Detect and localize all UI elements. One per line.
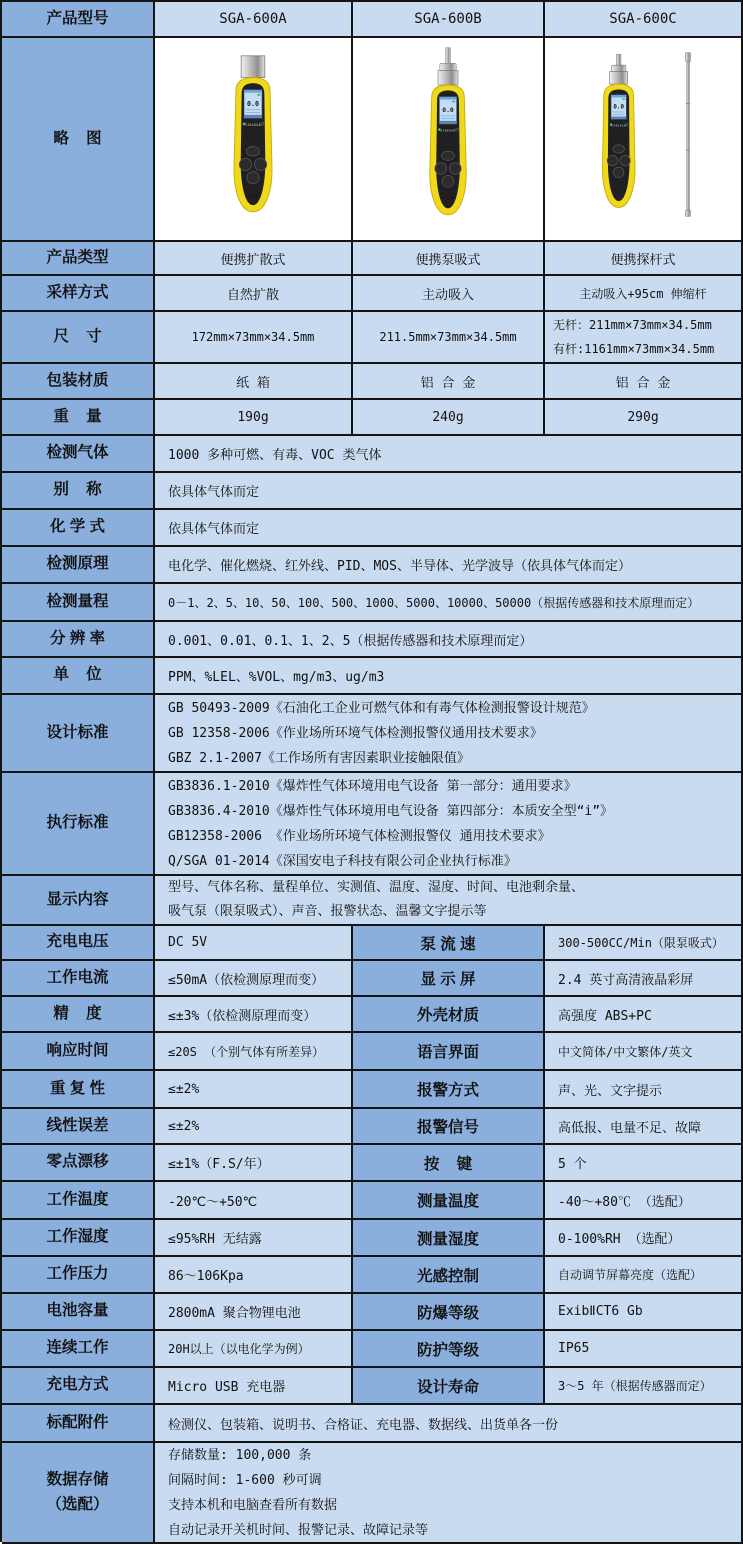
sensor-cap xyxy=(438,70,458,85)
value-accessories: 检测仪、包装箱、说明书、合格证、充电器、数据线、出货单各一份 xyxy=(155,1405,743,1443)
pole-joint xyxy=(686,150,690,151)
table-row-battery xyxy=(2,1294,743,1331)
value-working-humidity: ≤95%RH 无结露 xyxy=(155,1220,353,1257)
label-weight: 重 量 xyxy=(2,400,155,436)
data-storage-line: 支持本机和电脑查看所有数据 xyxy=(168,1497,338,1513)
exec-standard-line: GB12358-2006 《作业场所环境气体检测报警仪 通用技术要求》 xyxy=(168,828,551,844)
value-units: PPM、%LEL、%VOL、mg/m3、ug/m3 xyxy=(155,658,743,695)
value-weight-c: 290g xyxy=(545,400,743,436)
device-b-image xyxy=(398,46,498,232)
probe-collar xyxy=(612,65,626,71)
label-language: 语言界面 xyxy=(353,1033,545,1071)
screen-reading: 0.0 xyxy=(613,104,624,111)
device-a-image xyxy=(201,49,305,229)
value-exec-standards xyxy=(155,773,743,876)
label-protection-level: 防护等级 xyxy=(353,1331,545,1368)
pole-joint xyxy=(686,103,690,104)
screen-line xyxy=(441,118,455,119)
value-repeatability: ≤±2% xyxy=(155,1071,353,1109)
table-row-working-humidity xyxy=(2,1220,743,1257)
value-pump-flow: 300-500CC/Min（限泵吸式） xyxy=(545,926,743,961)
value-product-type-a: 便携扩散式 xyxy=(155,242,353,276)
enter-button xyxy=(613,167,623,177)
design-standard-line: GBZ 2.1-2007《工作场所有害因素职业接触限值》 xyxy=(168,750,470,766)
label-design-standards: 设计标准 xyxy=(2,695,155,773)
label-continuous-work: 连续工作 xyxy=(2,1331,155,1368)
screen-status-bar xyxy=(439,121,456,124)
value-gases: 1000 多种可燃、有毒、VOC 类气体 xyxy=(155,436,743,473)
label-design-life: 设计寿命 xyxy=(353,1368,545,1405)
table-row-continuous-work xyxy=(2,1331,743,1368)
cell-device-b-image xyxy=(353,38,545,242)
table-row-display-content xyxy=(2,876,743,926)
label-alias: 别 称 xyxy=(2,473,155,510)
screen-line xyxy=(246,112,260,113)
value-data-storage xyxy=(155,1443,743,1544)
enter-button xyxy=(442,175,454,187)
label-linearity: 线性误差 xyxy=(2,1109,155,1145)
probe-collar xyxy=(440,63,456,70)
value-resolution: 0.001、0.01、0.1、1、2、5（根据传感器和技术原理而定） xyxy=(155,622,743,658)
table-row-repeatability xyxy=(2,1071,743,1109)
value-accuracy: ≤±3%（依检测原理而变） xyxy=(155,997,353,1033)
right-button xyxy=(620,155,630,165)
speaker-hole xyxy=(248,195,250,197)
value-dimensions-b: 211.5mm×73mm×34.5mm xyxy=(353,312,545,364)
label-principle: 检测原理 xyxy=(2,547,155,584)
value-working-current: ≤50mA（依检测原理而变） xyxy=(155,961,353,997)
label-working-humidity: 工作湿度 xyxy=(2,1220,155,1257)
value-charge-voltage: DC 5V xyxy=(155,926,353,961)
right-button xyxy=(254,158,266,170)
table-row-data-storage xyxy=(2,1443,743,1544)
value-display-content xyxy=(155,876,743,926)
value-linearity: ≤±2% xyxy=(155,1109,353,1145)
table-row-gases xyxy=(2,436,743,473)
label-pump-flow: 泵 流 速 xyxy=(353,926,545,961)
value-formula: 依具体气体而定 xyxy=(155,510,743,547)
label-response-time: 响应时间 xyxy=(2,1033,155,1071)
menu-button xyxy=(613,145,624,153)
label-working-temp: 工作温度 xyxy=(2,1182,155,1220)
value-product-type-c: 便携探杆式 xyxy=(545,242,743,276)
battery-icon xyxy=(622,99,625,100)
value-range: 0－1、2、5、10、50、100、500、1000、5000、10000、50000（根据传感器和技术原理而定） xyxy=(155,584,743,622)
screen-reading: 0.0 xyxy=(247,99,259,108)
label-resolution: 分 辨 率 xyxy=(2,622,155,658)
value-dimensions-c xyxy=(545,312,743,364)
table-row-sampling xyxy=(2,276,743,312)
label-explosion-proof: 防爆等级 xyxy=(353,1294,545,1331)
left-button xyxy=(607,155,617,165)
table-row-zero-drift xyxy=(2,1145,743,1182)
value-design-standards xyxy=(155,695,743,773)
label-display-screen: 显 示 屏 xyxy=(353,961,545,997)
label-zero-drift: 零点漂移 xyxy=(2,1145,155,1182)
value-weight-b: 240g xyxy=(353,400,545,436)
value-principle: 电化学、催化燃烧、红外线、PID、MOS、半导体、光学波导（依具体气体而定） xyxy=(155,547,743,584)
screen-line xyxy=(613,114,625,115)
screen-line xyxy=(441,115,455,116)
table-row-accuracy xyxy=(2,997,743,1033)
label-repeatability: 重 复 性 xyxy=(2,1071,155,1109)
label-measure-humidity: 测量湿度 xyxy=(353,1220,545,1257)
value-model-b: SGA-600B xyxy=(353,2,545,38)
right-button xyxy=(449,163,461,175)
data-storage-line: 间隔时间: 1-600 秒可调 xyxy=(168,1472,322,1488)
value-measure-humidity: 0-100%RH （选配） xyxy=(545,1220,743,1257)
table-row-working-current xyxy=(2,961,743,997)
value-response-time: ≤20S （个别气体有所差异） xyxy=(155,1033,353,1071)
value-working-temp: -20℃～+50℃ xyxy=(155,1182,353,1220)
label-packaging: 包装材质 xyxy=(2,364,155,400)
label-accessories: 标配附件 xyxy=(2,1405,155,1443)
table-row-range xyxy=(2,584,743,622)
table-row-alias xyxy=(2,473,743,510)
label-battery: 电池容量 xyxy=(2,1294,155,1331)
value-packaging-c: 铝 合 金 xyxy=(545,364,743,400)
table-row-header xyxy=(2,2,743,38)
brand-text: SINGOAN xyxy=(611,124,626,128)
data-storage-line: 自动记录开关机时间、报警记录、故障记录等 xyxy=(168,1522,429,1538)
value-continuous-work: 20H以上（以电化学为例） xyxy=(155,1331,353,1368)
table-row-product-type xyxy=(2,242,743,276)
data-storage-line: 存储数量: 100,000 条 xyxy=(168,1447,312,1463)
label-dimensions: 尺 寸 xyxy=(2,312,155,364)
value-battery: 2800mA 聚合物锂电池 xyxy=(155,1294,353,1331)
exec-standard-line: GB3836.1-2010《爆炸性气体环境用电气设备 第一部分：通用要求》 xyxy=(168,778,577,794)
pole-base xyxy=(685,210,690,216)
exec-standard-line: GB3836.4-2010《爆炸性气体环境用电气设备 第四部分：本质安全型“i”》 xyxy=(168,803,614,819)
value-design-life: 3～5 年（根据传感器而定） xyxy=(545,1368,743,1405)
label-charging: 充电方式 xyxy=(2,1368,155,1405)
brand-text: SINGOAN xyxy=(244,122,262,127)
label-gases: 检测气体 xyxy=(2,436,155,473)
probe-tube xyxy=(446,48,451,63)
label-sketch: 略 图 xyxy=(2,38,155,242)
speaker-hole xyxy=(252,196,254,198)
table-row-dimensions xyxy=(2,312,743,364)
value-alarm-mode: 声、光、文字提示 xyxy=(545,1071,743,1109)
sensor-cap xyxy=(241,56,265,78)
value-weight-a: 190g xyxy=(155,400,353,436)
value-sampling-a: 自然扩散 xyxy=(155,276,353,312)
battery-icon xyxy=(257,94,260,96)
speaker-hole xyxy=(443,198,444,199)
label-light-control: 光感控制 xyxy=(353,1257,545,1294)
left-button xyxy=(239,158,251,170)
value-dimensions-c-line1: 无杆：211mm×73mm×34.5mm xyxy=(553,318,712,332)
value-sampling-c: 主动吸入+95cm 伸缩杆 xyxy=(545,276,743,312)
table-row-accessories xyxy=(2,1405,743,1443)
label-exec-standards: 执行标准 xyxy=(2,773,155,876)
screen-header-bar xyxy=(611,95,626,98)
value-working-pressure: 86～106Kpa xyxy=(155,1257,353,1294)
table-row-principle xyxy=(2,547,743,584)
value-protection-level: IP65 xyxy=(545,1331,743,1368)
label-measure-temp: 测量温度 xyxy=(353,1182,545,1220)
value-packaging-b: 铝 合 金 xyxy=(353,364,545,400)
value-model-a: SGA-600A xyxy=(155,2,353,38)
label-data-storage-line1: 数据存储 xyxy=(46,1471,109,1489)
value-alias: 依具体气体而定 xyxy=(155,473,743,510)
screen-status-bar xyxy=(244,115,262,118)
device-c-image xyxy=(574,49,712,229)
label-alarm-mode: 报警方式 xyxy=(353,1071,545,1109)
telescopic-pole-tip xyxy=(685,53,690,62)
table-row-linearity xyxy=(2,1109,743,1145)
speaker-hole xyxy=(452,198,453,199)
design-standard-line: GB 12358-2006《作业场所环境气体检测报警仪通用技术要求》 xyxy=(168,725,543,741)
value-product-type-b: 便携泵吸式 xyxy=(353,242,545,276)
label-data-storage xyxy=(2,1443,155,1544)
value-buttons: 5 个 xyxy=(545,1145,743,1182)
table-row-sketch xyxy=(2,38,743,242)
label-data-storage-line2: （选配） xyxy=(46,1495,109,1513)
table-row-response-time xyxy=(2,1033,743,1071)
telescopic-pole xyxy=(686,62,689,211)
label-working-pressure: 工作压力 xyxy=(2,1257,155,1294)
label-shell-material: 外壳材质 xyxy=(353,997,545,1033)
label-formula: 化 学 式 xyxy=(2,510,155,547)
table-row-charge-voltage xyxy=(2,926,743,961)
display-content-line: 吸气泵（限泵吸式）、声音、报警状态、温馨文字提示等 xyxy=(168,904,487,919)
left-button xyxy=(435,163,447,175)
screen-header-bar xyxy=(439,97,456,100)
screen-status-bar xyxy=(611,117,626,120)
menu-button xyxy=(442,151,455,160)
label-sampling: 采样方式 xyxy=(2,276,155,312)
exec-standard-line: Q/SGA 01-2014《深国安电子科技有限公司企业执行标准》 xyxy=(168,853,517,869)
screen-reading: 0.0 xyxy=(442,107,454,115)
speaker-hole xyxy=(257,195,259,197)
label-alarm-signal: 报警信号 xyxy=(353,1109,545,1145)
table-row-charging xyxy=(2,1368,743,1405)
value-alarm-signal: 高低报、电量不足、故障 xyxy=(545,1109,743,1145)
probe-tube xyxy=(616,54,621,65)
menu-button xyxy=(246,147,259,156)
label-buttons: 按 键 xyxy=(353,1145,545,1182)
value-sampling-b: 主动吸入 xyxy=(353,276,545,312)
label-range: 检测量程 xyxy=(2,584,155,622)
value-dimensions-c-line2: 有杆:1161mm×73mm×34.5mm xyxy=(553,342,715,356)
value-charging: Micro USB 充电器 xyxy=(155,1368,353,1405)
value-model-c: SGA-600C xyxy=(545,2,743,38)
label-display-content: 显示内容 xyxy=(2,876,155,926)
label-product-type: 产品类型 xyxy=(2,242,155,276)
label-units: 单 位 xyxy=(2,658,155,695)
value-measure-temp: -40～+80℃ （选配） xyxy=(545,1182,743,1220)
value-light-control: 自动调节屏幕亮度（选配） xyxy=(545,1257,743,1294)
table-row-resolution xyxy=(2,622,743,658)
label-working-current: 工作电流 xyxy=(2,961,155,997)
screen-header-bar xyxy=(244,90,262,93)
screen-line xyxy=(613,112,625,113)
table-row-units xyxy=(2,658,743,695)
label-accuracy: 精 度 xyxy=(2,997,155,1033)
table-row-design-standards xyxy=(2,695,743,773)
battery-icon xyxy=(452,101,455,103)
brand-text: SINGOAN xyxy=(440,128,456,133)
sensor-cap xyxy=(610,72,628,85)
table-row-packaging xyxy=(2,364,743,400)
design-standard-line: GB 50493-2009《石油化工企业可燃气体和有毒气体检测报警设计规范》 xyxy=(168,700,595,716)
enter-button xyxy=(247,172,259,184)
speaker-hole xyxy=(447,199,448,200)
screen-line xyxy=(246,109,260,110)
table-row-working-temp xyxy=(2,1182,743,1220)
cell-device-a-image xyxy=(155,38,353,242)
value-dimensions-a: 172mm×73mm×34.5mm xyxy=(155,312,353,364)
label-charge-voltage: 充电电压 xyxy=(2,926,155,961)
value-packaging-a: 纸 箱 xyxy=(155,364,353,400)
table-row-working-pressure xyxy=(2,1257,743,1294)
table-row-exec-standards xyxy=(2,773,743,876)
value-zero-drift: ≤±1%（F.S/年） xyxy=(155,1145,353,1182)
value-explosion-proof: ExibⅡCT6 Gb xyxy=(545,1294,743,1331)
label-product-model: 产品型号 xyxy=(2,2,155,38)
display-content-line: 型号、气体名称、量程单位、实测值、温度、湿度、时间、电池剩余量、 xyxy=(168,880,585,895)
value-display-screen: 2.4 英寸高清液晶彩屏 xyxy=(545,961,743,997)
table-row-formula xyxy=(2,510,743,547)
cell-device-c-image xyxy=(545,38,743,242)
table-row-weight xyxy=(2,400,743,436)
value-language: 中文简体/中文繁体/英文 xyxy=(545,1033,743,1071)
value-shell-material: 高强度 ABS+PC xyxy=(545,997,743,1033)
